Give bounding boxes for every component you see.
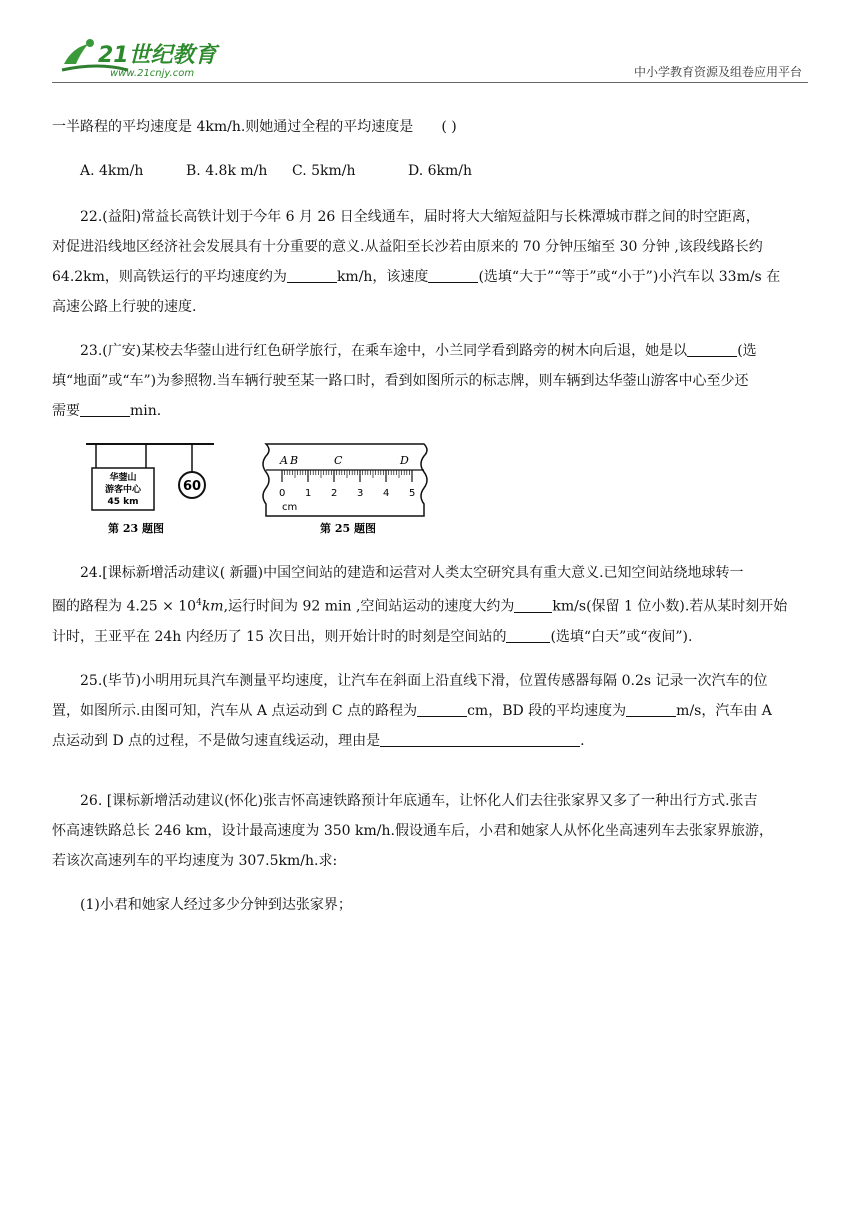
q23-line3a: 需要 xyxy=(52,403,80,419)
q25-line1: 25.(毕节)小明用玩具汽车测量平均速度，让汽车在斜面上沿直线下滑，位置传感器每隔 0.2s 记录一次汽车的位 xyxy=(80,672,768,689)
q23-blank-1 xyxy=(687,342,737,357)
figure-svg xyxy=(86,440,446,544)
q26-line1: 26. [课标新增活动建议(怀化)张吉怀高速铁路预计年底通车，让怀化人们去往张家界又多了一种出行方式.张吉 xyxy=(80,792,758,809)
q21-option-a: A. 4km/h xyxy=(80,163,144,179)
q23-line1b: (选 xyxy=(737,343,757,359)
q21-option-d: D. 6km/h xyxy=(408,163,473,179)
header-divider xyxy=(52,82,808,83)
caption-25: 第 25 题图 xyxy=(320,522,376,535)
q22-line1: 22.(益阳)常益长高铁计划于今年 6 月 26 日全线通车，届时将大大缩短益阳与长株潭城市群之间的时空距离， xyxy=(80,209,760,225)
q25-line2c: m/s，汽车由 A xyxy=(676,702,772,719)
q24 xyxy=(52,558,810,652)
q26-line3: 若该次高速列车的平均速度为 307.5km/h.求: xyxy=(52,852,338,869)
q22-line3c: (选填“大于”“等于”或“小于”)小汽车以 33m/s 在 xyxy=(478,269,781,285)
q25 xyxy=(52,666,810,756)
q21-option-c: C. 5km/h xyxy=(292,163,356,179)
ruler-letter-b: B xyxy=(290,454,299,467)
ruler-unit: cm xyxy=(282,502,298,513)
q21-text: 一半路程的平均速度是 4km/h.则她通过全程的平均速度是 xyxy=(52,119,414,135)
q25-blank-2 xyxy=(626,702,676,717)
q21-stem xyxy=(52,112,810,142)
ruler-letter-c: C xyxy=(334,454,343,467)
speed-limit-value: 60 xyxy=(182,479,202,494)
ruler-tick-4: 4 xyxy=(383,488,390,499)
q22 xyxy=(52,202,810,322)
q24-line1: 24.[课标新增活动建议( 新疆)中国空间站的建造和运营对人类太空研究具有重大意义.已知空间站绕地球转一 xyxy=(80,565,744,581)
q22-line2: 对促进沿线地区经济社会发展具有十分重要的意义.从益阳至长沙若由原来的 70 分钟压缩至 30 分钟 ,该段线路长约 xyxy=(52,239,763,255)
document-body xyxy=(52,112,810,934)
ruler-tick-3: 3 xyxy=(357,488,364,499)
q26-sub1: (1)小君和她家人经过多少分钟到达张家界； xyxy=(80,896,352,913)
q21-option-b: B. 4.8k m/h xyxy=(186,163,268,179)
q26 xyxy=(52,786,810,876)
ruler-letter-d: D xyxy=(400,454,409,467)
q26-line2: 怀高速铁路总长 246 km，设计最高速度为 350 km/h.假设通车后，小君和她家人从怀化坐高速列车去张家界旅游， xyxy=(52,822,773,839)
figure-23-sign xyxy=(86,444,214,535)
q25-line3a: 点运动到 D 点的过程，不是做匀速直线运动，理由是 xyxy=(52,732,381,749)
q25-line3b: . xyxy=(580,732,585,749)
21cnjy-logo xyxy=(58,34,238,82)
q24-line2b: ,运行时间为 92 min ,空间站运动的速度大约为 xyxy=(223,598,515,615)
ruler-tick-1: 1 xyxy=(305,488,312,499)
q22-blank-2 xyxy=(428,268,478,283)
ruler-tick-0: 0 xyxy=(279,488,286,499)
q25-blank-1 xyxy=(417,702,467,717)
ruler-tick-5: 5 xyxy=(409,488,416,499)
q25-blank-3 xyxy=(380,732,580,747)
sign-line3: 45 km xyxy=(107,497,139,507)
header-right-text: 中小学教育资源及组卷应用平台 xyxy=(633,65,802,79)
q24-unit-km: km xyxy=(201,598,224,615)
sign-line2: 游客中心 xyxy=(104,485,142,495)
q23-line1a: 23.(广安)某校去华蓥山进行红色研学旅行，在乘车途中，小兰同学看到路旁的树木向后退，她是以 xyxy=(80,343,688,359)
logo-sub: www.21cnjy.com xyxy=(110,68,195,79)
q22-line3b: km/h，该速度 xyxy=(336,269,429,285)
q24-line2a: 圈的路程为 4.25 × 10 xyxy=(52,598,197,615)
caption-23: 第 23 题图 xyxy=(108,522,164,535)
q22-line4: 高速公路上行驶的速度. xyxy=(52,299,197,315)
q22-blank-1 xyxy=(287,268,337,283)
ruler-tick-2: 2 xyxy=(331,488,338,499)
figure-25-ruler xyxy=(263,444,427,535)
q24-blank-1 xyxy=(514,598,552,613)
q22-line3a: 64.2km，则高铁运行的平均速度约为 xyxy=(52,269,287,285)
q23-line3b: min. xyxy=(130,403,162,419)
q21-paren: ( ) xyxy=(441,119,457,135)
q25-line2b: cm，BD 段的平均速度为 xyxy=(467,702,627,719)
q24-line3b: (选填“白天”或“夜间”). xyxy=(550,628,693,645)
page-header xyxy=(0,0,860,90)
figures-row xyxy=(52,440,810,544)
q23-line2: 填“地面”或“车”)为参照物.当车辆行驶至某一路口时，看到如图所示的标志牌，则车辆到达华蓥山游客中心至少还 xyxy=(52,373,749,389)
q25-line2a: 置，如图所示.由图可知，汽车从 A 点运动到 C 点的路程为 xyxy=(52,702,418,719)
q24-line3a: 计时，王亚平在 24h 内经历了 15 次日出，则开始计时的时刻是空间站的 xyxy=(52,628,507,645)
q23 xyxy=(52,336,810,426)
q21-options xyxy=(80,156,810,186)
logo-text: 21世纪教育 xyxy=(98,43,217,68)
q24-blank-2 xyxy=(506,628,550,643)
sign-line1: 华蓥山 xyxy=(109,473,137,483)
ruler-letter-a: A xyxy=(280,454,288,467)
q24-line2c: km/s(保留 1 位小数).若从某时刻开始 xyxy=(552,598,788,615)
q24-exponent: 4 xyxy=(196,598,202,608)
q23-blank-2 xyxy=(80,402,130,417)
